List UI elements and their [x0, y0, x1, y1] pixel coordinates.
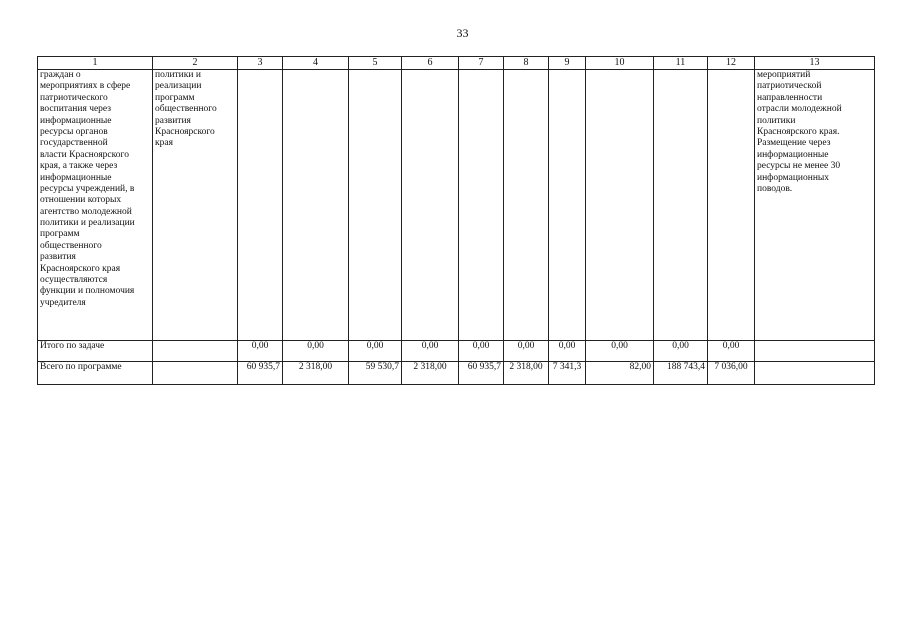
- page-number: 33: [456, 26, 469, 40]
- header-cell: 9: [549, 57, 586, 70]
- task-total-value: 0,00: [459, 341, 504, 362]
- header-cell: 3: [238, 57, 283, 70]
- program-total-value: 2 318,00: [283, 362, 349, 385]
- task-total-value: 0,00: [708, 341, 755, 362]
- empty-cell: [459, 70, 504, 341]
- program-total-value: 7 036,00: [708, 362, 755, 385]
- task-total-value: 0,00: [504, 341, 549, 362]
- program-total-label: Всего по программе: [38, 362, 153, 385]
- program-total-value: 60 935,7: [238, 362, 283, 385]
- empty-cell: [755, 341, 875, 362]
- measure-description: граждан о мероприятиях в сфере патриотического воспитания через информационные ресурсы органов государственной власти Красноярского края, а также через информационные ресурсы учреждений, в отношении которых агентство молодежной политики и реализации программ общественного развития Красноярского края осуществляются функции и полномочия учредителя: [38, 70, 153, 341]
- empty-cell: [708, 70, 755, 341]
- empty-cell: [586, 70, 654, 341]
- header-cell: 7: [459, 57, 504, 70]
- program-total-value: 2 318,00: [402, 362, 459, 385]
- empty-cell: [238, 70, 283, 341]
- empty-cell: [755, 362, 875, 385]
- program-total-value: 188 743,4: [654, 362, 708, 385]
- task-total-value: 0,00: [654, 341, 708, 362]
- task-total-value: 0,00: [238, 341, 283, 362]
- program-total-row: [38, 362, 875, 385]
- task-total-value: 0,00: [549, 341, 586, 362]
- header-cell: 2: [153, 57, 238, 70]
- program-total-value: 7 341,3: [549, 362, 586, 385]
- responsible-agency: политики и реализации программ общественного развития Красноярского края: [153, 70, 238, 341]
- empty-cell: [349, 70, 402, 341]
- empty-cell: [153, 362, 238, 385]
- task-total-value: 0,00: [283, 341, 349, 362]
- program-total-value: 82,00: [586, 362, 654, 385]
- empty-cell: [402, 70, 459, 341]
- header-cell: 12: [708, 57, 755, 70]
- report-table: [37, 56, 875, 385]
- task-total-row: [38, 341, 875, 362]
- task-total-value: 0,00: [586, 341, 654, 362]
- empty-cell: [504, 70, 549, 341]
- empty-cell: [654, 70, 708, 341]
- header-cell: 11: [654, 57, 708, 70]
- header-row: [38, 57, 875, 70]
- header-cell: 8: [504, 57, 549, 70]
- program-total-value: 60 935,7: [459, 362, 504, 385]
- measure-row: [38, 70, 875, 341]
- program-total-value: 59 530,7: [349, 362, 402, 385]
- task-total-value: 0,00: [349, 341, 402, 362]
- header-cell: 4: [283, 57, 349, 70]
- header-cell: 13: [755, 57, 875, 70]
- header-cell: 6: [402, 57, 459, 70]
- program-total-value: 2 318,00: [504, 362, 549, 385]
- empty-cell: [153, 341, 238, 362]
- task-total-value: 0,00: [402, 341, 459, 362]
- empty-cell: [283, 70, 349, 341]
- empty-cell: [549, 70, 586, 341]
- task-total-label: Итого по задаче: [38, 341, 153, 362]
- header-cell: 5: [349, 57, 402, 70]
- header-cell: 10: [586, 57, 654, 70]
- header-cell: 1: [38, 57, 153, 70]
- expected-result: мероприятий патриотической направленности отрасли молодежной политики Красноярского края. Размещение через информационные ресурсы не менее 30 информационных поводов.: [755, 70, 875, 341]
